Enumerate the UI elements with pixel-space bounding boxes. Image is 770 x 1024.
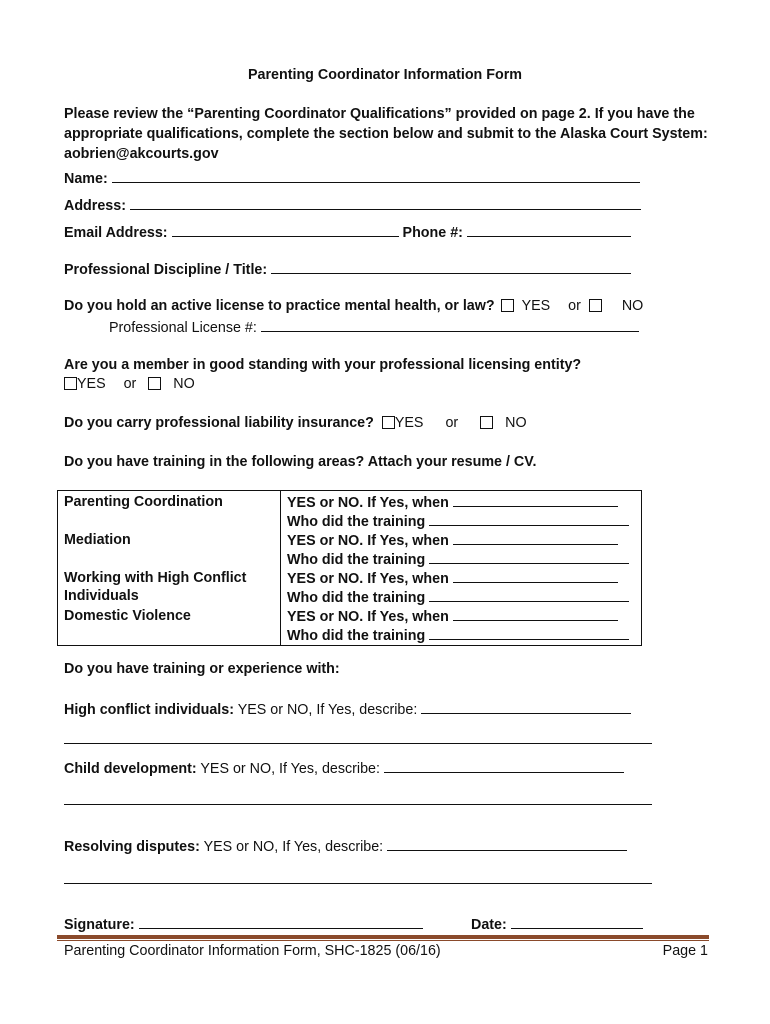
high-conflict-line2	[64, 730, 652, 749]
license-yes-label: YES	[521, 298, 551, 314]
email-phone-row	[64, 223, 631, 242]
address-field[interactable]	[130, 196, 641, 210]
table-row	[58, 569, 642, 607]
training-detail	[281, 491, 642, 532]
training-who-field[interactable]	[429, 512, 629, 526]
phone-field[interactable]	[467, 223, 631, 237]
insurance-yes-checkbox[interactable]	[382, 416, 395, 429]
address-label: Address:	[64, 198, 126, 214]
training-who-label: Who did the training	[287, 552, 426, 568]
high-conflict-describe: YES or NO, If Yes, describe:	[237, 702, 418, 718]
email-field[interactable]	[172, 223, 399, 237]
training-question: Do you have training in the following areas? Attach your resume / CV.	[64, 454, 537, 470]
training-when-field[interactable]	[453, 493, 618, 507]
date-row	[471, 915, 643, 934]
child-dev-line2	[64, 791, 652, 810]
standing-or-label: or	[123, 376, 137, 392]
training-area: Mediation	[58, 531, 281, 569]
license-or-label: or	[568, 298, 581, 314]
insurance-row	[64, 415, 527, 432]
table-row	[58, 531, 642, 569]
disputes-field[interactable]	[387, 837, 627, 851]
insurance-question: Do you carry professional liability insurance?	[64, 415, 374, 431]
signature-row	[64, 915, 423, 934]
standing-yes-label: YES	[77, 376, 106, 392]
date-field[interactable]	[511, 915, 643, 929]
training-when-label: YES or NO. If Yes, when	[287, 533, 449, 549]
high-conflict-row	[64, 700, 631, 719]
disputes-line2	[64, 870, 652, 889]
high-conflict-field-2[interactable]	[64, 730, 652, 744]
training-who-field[interactable]	[429, 550, 629, 564]
discipline-label: Professional Discipline / Title:	[64, 262, 268, 278]
training-area: Domestic Violence	[58, 607, 281, 646]
insurance-no-label: NO	[505, 415, 527, 431]
high-conflict-field[interactable]	[421, 700, 631, 714]
form-title: Parenting Coordinator Information Form	[247, 67, 523, 83]
license-question-row	[64, 298, 643, 315]
name-field[interactable]	[112, 169, 640, 183]
insurance-or-label: or	[445, 415, 459, 431]
license-yes-checkbox[interactable]	[501, 299, 514, 312]
license-question: Do you hold an active license to practice mental health, or law?	[64, 298, 495, 314]
training-detail	[281, 531, 642, 569]
child-dev-label: Child development:	[64, 761, 197, 777]
experience-question: Do you have training or experience with:	[64, 661, 340, 677]
insurance-yes-label: YES	[394, 415, 424, 431]
intro-paragraph: Please review the “Parenting Coordinator Qualifications” provided on page 2. If you have the appropriate qualifications, complete the section below and submit to the Alaska Court System: aobrien@akcourts.gov	[64, 106, 708, 162]
training-who-label: Who did the training	[287, 628, 426, 644]
training-detail	[281, 607, 642, 646]
table-row	[58, 491, 642, 532]
training-who-label: Who did the training	[287, 514, 426, 530]
training-area: Working with High Conflict Individuals	[58, 569, 281, 607]
training-when-label: YES or NO. If Yes, when	[287, 609, 449, 625]
date-label: Date:	[471, 917, 507, 933]
footer-rule-thin	[57, 940, 709, 941]
email-label: Email Address:	[64, 225, 168, 241]
good-standing-question: Are you a member in good standing with your professional licensing entity?	[64, 357, 582, 373]
license-number-row	[109, 318, 639, 337]
training-when-label: YES or NO. If Yes, when	[287, 495, 449, 511]
discipline-field[interactable]	[271, 260, 631, 274]
discipline-row	[64, 260, 631, 279]
footer-rule	[57, 935, 709, 939]
name-row	[64, 169, 640, 188]
training-table	[57, 490, 642, 646]
table-row	[58, 607, 642, 646]
insurance-no-checkbox[interactable]	[480, 416, 493, 429]
standing-yes-checkbox[interactable]	[64, 377, 77, 390]
training-who-field[interactable]	[429, 588, 629, 602]
license-no-checkbox[interactable]	[589, 299, 602, 312]
good-standing-options	[64, 376, 195, 393]
child-dev-row	[64, 759, 624, 778]
training-detail	[281, 569, 642, 607]
disputes-row	[64, 837, 627, 856]
high-conflict-label: High conflict individuals:	[64, 702, 234, 718]
phone-label: Phone #:	[402, 225, 463, 241]
disputes-field-2[interactable]	[64, 870, 652, 884]
footer-page-number: Page 1	[662, 943, 708, 959]
name-label: Name:	[64, 171, 108, 187]
standing-no-label: NO	[173, 376, 195, 392]
training-who-label: Who did the training	[287, 590, 426, 606]
license-no-label: NO	[621, 298, 644, 314]
child-dev-field-2[interactable]	[64, 791, 652, 805]
training-area: Parenting Coordination	[58, 491, 281, 532]
training-when-label: YES or NO. If Yes, when	[287, 571, 449, 587]
standing-no-checkbox[interactable]	[148, 377, 161, 390]
disputes-describe: YES or NO, If Yes, describe:	[203, 839, 384, 855]
signature-label: Signature:	[64, 917, 135, 933]
license-number-field[interactable]	[261, 318, 639, 332]
training-when-field[interactable]	[453, 607, 618, 621]
license-number-label: Professional License #:	[109, 320, 257, 336]
address-row	[64, 196, 641, 215]
training-who-field[interactable]	[429, 626, 629, 640]
training-when-field[interactable]	[453, 569, 618, 583]
training-when-field[interactable]	[453, 531, 618, 545]
child-dev-field[interactable]	[384, 759, 624, 773]
disputes-label: Resolving disputes:	[64, 839, 200, 855]
footer-form-id: Parenting Coordinator Information Form, SHC-1825 (06/16)	[64, 943, 441, 959]
signature-field[interactable]	[139, 915, 423, 929]
child-dev-describe: YES or NO, If Yes, describe:	[200, 761, 380, 777]
